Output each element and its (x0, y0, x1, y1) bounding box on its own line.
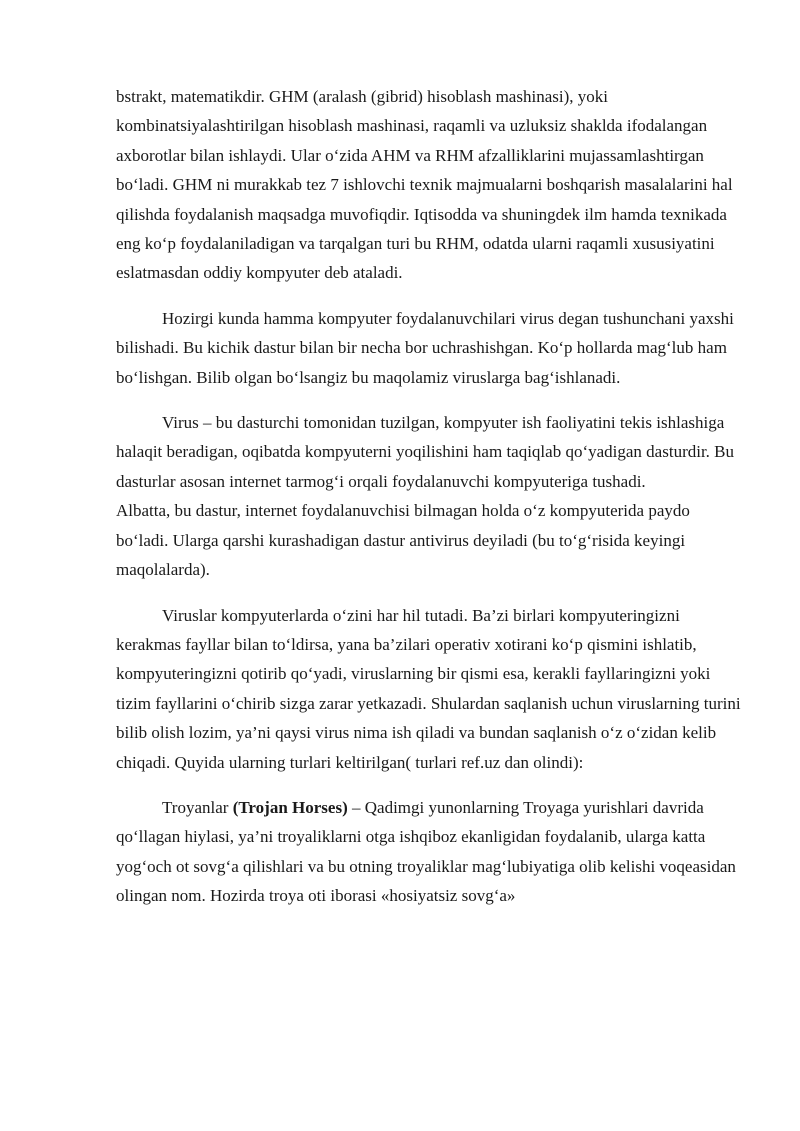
trojans-lead: Troyanlar (162, 797, 233, 817)
paragraph-virus-definition: Virus – bu dasturchi tomonidan tuzilgan, kompyuter ish faoliyatini tekis ishlashiga halaqit beradigan, oqibatda kompyuterni yoqilishini ham taqiqlab qo‘yadigan dasturdir. Bu dasturlar asosan internet tarmog‘i orqali foydalanuvchi kompyuteriga tushadi. (116, 413, 735, 491)
paragraph-trojans (116, 793, 746, 911)
document-body (116, 82, 746, 927)
paragraph-virus-intro: Hozirgi kunda hamma kompyuter foydalanuvchilari virus degan tushunchani yaxshi bilishadi. Bu kichik dastur bilan bir necha bor uchrashishgan. Ko‘p hollarda mag‘lub ham bo‘lishgan. Bilib olgan bo‘lsangiz bu maqolamiz viruslarga bag‘ishlanadi. (116, 308, 734, 387)
trojans-text: – Qadimgi yunonlarning Troyaga yurishlari davrida qo‘llagan hiylasi, ya’ni troyaliklarni otga ishqiboz ekanligidan foydalanib, ularga katta yog‘och ot sovg‘a qilishlari va bu otning troyaliklar mag‘lubiyatiga olib kelishi voqeasidan olingan nom. Hozirda troya oti iborasi «hosiyatsiz sovg‘a» (116, 797, 736, 906)
paragraph-ghm: bstrakt, matematikdir. GHM (aralash (gibrid) hisoblash mashinasi), yoki kombinatsiyalashtirilgan hisoblash mashinasi, raqamli va uzluksiz shaklda ifodalangan axborotlar bilan ishlaydi. Ular o‘zida AHM va RHM afzalliklarini mujassamlashtirgan bo‘ladi. GHM ni murakkab tez 7 ishlovchi texnik majmualarni boshqarish masalalarini hal qilishda foydalanish maqsadga muvofiqdir. Iqtisodda va shuningdek ilm hamda texnikada eng ko‘p foydalaniladigan va tarqalgan turi bu RHM, odatda ularni raqamli xususiyatini eslatmasdan oddiy kompyuter deb ataladi. (116, 87, 733, 283)
paragraph-antivirus: Albatta, bu dastur, internet foydalanuvchisi bilmagan holda o‘z kompyuterida paydo bo‘ladi. Ularga qarshi kurashadigan dastur antivirus deyiladi (bu to‘g‘risida keyingi maqolalarda). (116, 501, 690, 580)
paragraph-virus-behavior: Viruslar kompyuterlarda o‘zini har hil tutadi. Ba’zi birlari kompyuteringizni kerakmas fayllar bilan to‘ldirsa, yana ba’zilari operativ xotirani ko‘p qismini ishlatib, kompyuteringizni qotirib qo‘yadi, viruslarning bir qismi esa, kerakli fayllaringizni yoki tizim fayllarini o‘chirib sizga zarar yetkazadi. Shulardan saqlanish uchun viruslarning turini bilib olish lozim, ya’ni qaysi virus nima ish qiladi va bundan saqlanish o‘z o‘zidan kelib chiqadi. Quyida ularning turlari keltirilgan( turlari ref.uz dan olindi): (116, 605, 741, 772)
trojans-bold-term: (Trojan Horses) (232, 797, 348, 817)
